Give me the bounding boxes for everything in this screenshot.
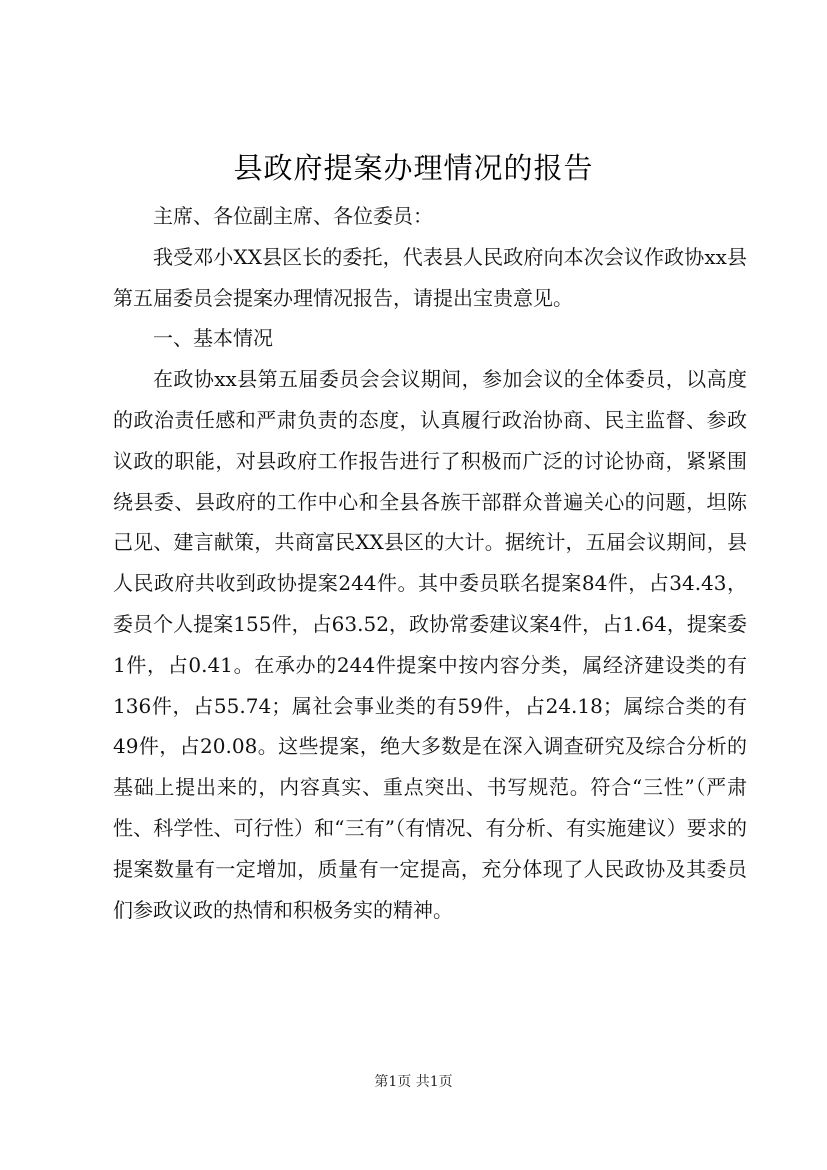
document-title: 县政府提案办理情况的报告 (233, 151, 594, 185)
salutation-paragraph: 主席、各位副主席、各位委员： (153, 204, 433, 228)
section-heading: 一、基本情况 (153, 326, 273, 351)
basic-situation-paragraph: 在政协xx县第五届委员会会议期间，参加会议的全体委员，以高度的政治责任感和严肃负责的态度，认真履行政治协商、民主监督、参政议政的职能，对县政府工作报告进行了积极而广泛的讨论协商，紧紧围绕县委、县政府的工作中心和全县各族干部群众普遍关心的问题，坦陈己见、建言献策，共商富民XX县区的大计。据统计，五届会议期间，县人民政府共收到政协提案244件。其中委员联名提案84件，占34.43，委员个人提案155件，占63.52，政协常委建议案4件，占1.64，提案委1件，占0.41。在承办的244件提案中按内容分类，属经济建设类的有136件，占55.74；属社会事业类的有59件，占24.18；属综合类的有49件，占20.08。这些提案，绝大多数是在深入调查研究及综合分析的基础上提出来的，内容真实、重点突出、书写规范。符合“三性”（严肃性、科学性、可行性）和“三有”（有情况、有分析、有实施建议）要求的提案数量有一定增加，质量有一定提高，充分体现了人民政协及其委员们参政议政的热情和积极务实的精神。 (113, 367, 747, 922)
page-number-footer: 第1页 共1页 (374, 1074, 453, 1090)
document-body (113, 196, 747, 930)
opening-paragraph: 我受邓小XX县区长的委托，代表县人民政府向本次会议作政协xx县第五届委员会提案办理情况报告，请提出宝贵意见。 (113, 244, 747, 310)
